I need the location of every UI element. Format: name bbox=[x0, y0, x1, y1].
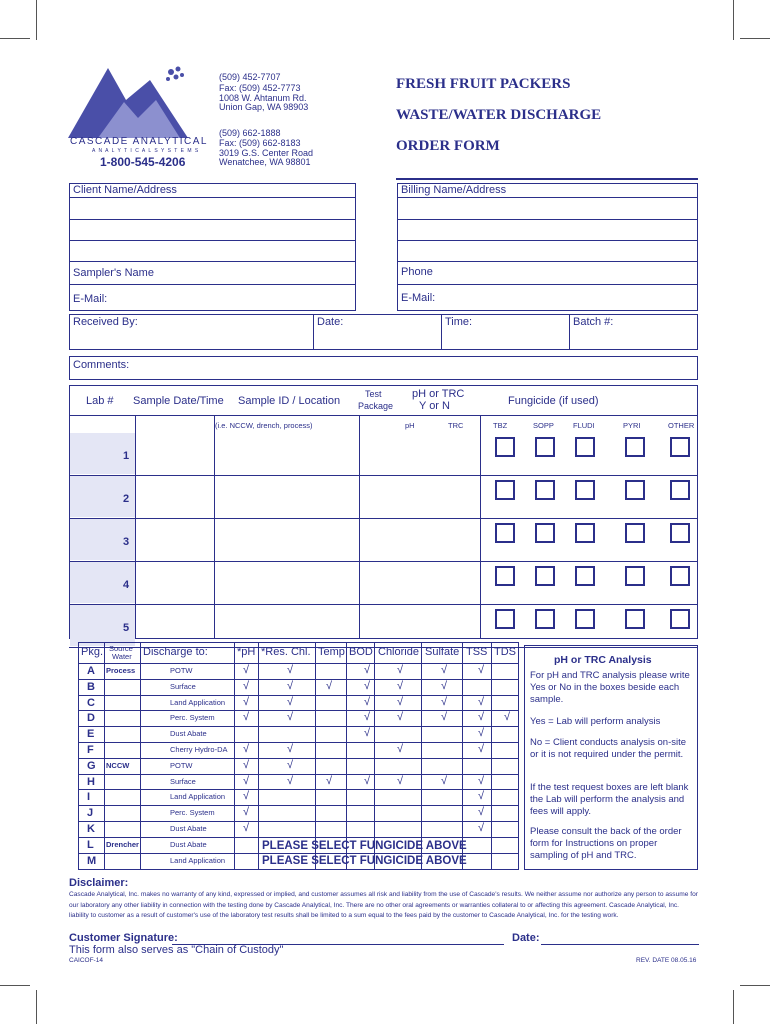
fungicide-checkbox[interactable] bbox=[670, 480, 690, 500]
fungicide-col-sopp: SOPP bbox=[533, 421, 554, 430]
col-res-chl: *Res. Chl. bbox=[261, 646, 311, 658]
pkg-letter: G bbox=[87, 759, 96, 772]
pkg-discharge: Cherry Hydro-DA bbox=[170, 745, 228, 754]
pkg-discharge: Surface bbox=[170, 776, 196, 786]
fungicide-checkbox[interactable] bbox=[535, 437, 555, 457]
col-ph: pH bbox=[405, 421, 415, 430]
lab-number: 1 bbox=[123, 450, 130, 462]
test-check-mark: √ bbox=[478, 774, 485, 787]
fungicide-checkbox[interactable] bbox=[575, 609, 595, 629]
test-check-mark: √ bbox=[441, 695, 448, 708]
cascade-logo bbox=[68, 60, 208, 138]
test-check-mark: √ bbox=[364, 727, 371, 740]
revision-date: REV. DATE 08.05.16 bbox=[636, 957, 697, 964]
pkg-source: Drencher bbox=[106, 839, 139, 849]
test-check-mark: √ bbox=[243, 822, 250, 834]
test-check-mark: √ bbox=[397, 679, 404, 692]
col-ph-trc: pH or TRC bbox=[412, 388, 465, 400]
fungicide-checkbox[interactable] bbox=[670, 566, 690, 586]
client-line[interactable] bbox=[69, 240, 356, 241]
pkg-row-rule bbox=[78, 789, 519, 790]
logo-name: CASCADE ANALYTICAL bbox=[70, 136, 208, 147]
pkg-col-rule bbox=[421, 642, 422, 870]
divider bbox=[313, 314, 314, 350]
fungicide-checkbox[interactable] bbox=[575, 566, 595, 586]
test-check-mark: √ bbox=[397, 774, 404, 787]
pkg-letter: L bbox=[87, 838, 94, 851]
disclaimer-text: Cascade Analytical, Inc. makes no warranty of any kind, expressed or implied, and customer assumes all risk and liability from the use of Cascade's results. We neither assume nor authorize any person to assume for our laboratory any other liability in connection with the testing done by Cascade Analytical, Inc. There are no other oral agreements or warranties collateral to or affecting this agreement. Cascade Analytical, Inc. liability to customer as a result of customer's use of the laboratory test results shall be limited to a sum equal to the fees paid by the customer to Cascade Analytical, Inc. for the testing work. bbox=[69, 891, 698, 919]
test-check-mark: √ bbox=[397, 743, 404, 755]
pkg-source: NCCW bbox=[106, 760, 130, 770]
select-fungicide-note: PLEASE SELECT FUNGICIDE ABOVE bbox=[262, 840, 467, 852]
test-check-mark: √ bbox=[287, 695, 294, 708]
test-check-mark: √ bbox=[397, 711, 404, 724]
test-check-mark: √ bbox=[287, 758, 294, 771]
fungicide-checkbox[interactable] bbox=[575, 523, 595, 543]
crop-mark bbox=[36, 0, 37, 40]
pkg-col-rule bbox=[234, 642, 235, 870]
pkg-source: Process bbox=[106, 666, 136, 675]
title-rule bbox=[396, 178, 698, 180]
pkg-discharge: Surface bbox=[170, 681, 196, 691]
test-check-mark: √ bbox=[243, 758, 250, 771]
field-line bbox=[69, 197, 356, 198]
crop-mark bbox=[0, 985, 30, 986]
field-line bbox=[397, 284, 698, 285]
crop-mark bbox=[36, 990, 37, 1024]
row-rule bbox=[69, 518, 698, 519]
logo-subtitle: A N A L Y T I C A L S Y S T E M S bbox=[92, 148, 200, 154]
note-p2: Yes = Lab will perform analysis bbox=[530, 716, 661, 727]
col-source: Source bbox=[109, 644, 133, 653]
col-bod: BOD bbox=[349, 646, 373, 658]
crop-mark bbox=[740, 985, 770, 986]
client-block bbox=[69, 183, 356, 311]
test-check-mark: √ bbox=[287, 679, 294, 692]
pkg-letter: H bbox=[87, 775, 95, 788]
comments-label: Comments: bbox=[73, 359, 130, 371]
col-trc: TRC bbox=[448, 421, 464, 430]
test-check-mark: √ bbox=[441, 711, 448, 724]
fungicide-col-fludi: FLUDI bbox=[573, 421, 595, 430]
col-ph-pkg: *pH bbox=[237, 646, 256, 658]
fungicide-col-other: OTHER bbox=[668, 421, 695, 430]
test-check-mark: √ bbox=[478, 790, 485, 803]
pkg-discharge: POTW bbox=[170, 666, 193, 675]
fungicide-checkbox[interactable] bbox=[625, 523, 645, 543]
pkg-row-rule bbox=[78, 853, 519, 854]
lab-number: 4 bbox=[123, 579, 130, 591]
divider bbox=[214, 415, 215, 639]
pkg-row-rule bbox=[78, 663, 519, 664]
fungicide-checkbox[interactable] bbox=[575, 437, 595, 457]
pkg-col-rule bbox=[491, 642, 492, 870]
pkg-col-rule bbox=[258, 642, 259, 870]
form-code: CAICOF-14 bbox=[69, 957, 103, 964]
pkg-letter: E bbox=[87, 728, 95, 741]
col-test-package: Test bbox=[365, 389, 382, 399]
col-test-package-b: Package bbox=[358, 401, 394, 411]
crop-mark bbox=[733, 990, 734, 1024]
test-check-mark: √ bbox=[478, 806, 485, 819]
comments-field[interactable] bbox=[69, 356, 698, 380]
fungicide-checkbox[interactable] bbox=[495, 437, 515, 457]
select-fungicide-note: PLEASE SELECT FUNGICIDE ABOVE bbox=[262, 855, 467, 867]
form-title-1: FRESH FRUIT PACKERS bbox=[396, 76, 571, 92]
divider bbox=[135, 415, 136, 639]
pkg-row-rule bbox=[78, 758, 519, 759]
disclaimer-title: Disclaimer: bbox=[69, 877, 129, 889]
pkg-row-rule bbox=[78, 695, 519, 696]
sampler-label: Sampler's Name bbox=[73, 267, 154, 279]
pkg-discharge: Dust Abate bbox=[170, 824, 207, 833]
col-source-b: Water bbox=[112, 652, 132, 661]
sample-id-hint: (i.e. NCCW, drench, process) bbox=[215, 421, 313, 430]
row-rule bbox=[69, 475, 698, 476]
pkg-discharge: Dust Abate bbox=[170, 839, 207, 849]
fungicide-checkbox[interactable] bbox=[625, 609, 645, 629]
pkg-row-rule bbox=[78, 837, 519, 838]
received-by-label: Received By: bbox=[73, 316, 138, 328]
test-check-mark: √ bbox=[364, 679, 371, 692]
batch-label: Batch #: bbox=[573, 316, 614, 328]
test-check-mark: √ bbox=[478, 695, 485, 708]
fungicide-checkbox[interactable] bbox=[625, 566, 645, 586]
col-tss: TSS bbox=[466, 646, 488, 658]
phone-label: Phone bbox=[401, 266, 433, 278]
pkg-discharge: POTW bbox=[170, 760, 193, 770]
pkg-letter: J bbox=[87, 807, 94, 820]
test-check-mark: √ bbox=[287, 743, 294, 755]
test-check-mark: √ bbox=[397, 664, 404, 676]
billing-block bbox=[397, 183, 698, 311]
test-check-mark: √ bbox=[287, 664, 294, 676]
yakima-city: Union Gap, WA 98903 bbox=[219, 102, 309, 112]
test-check-mark: √ bbox=[243, 806, 250, 819]
pkg-col-rule bbox=[104, 642, 105, 870]
pkg-col-rule bbox=[346, 642, 347, 870]
pkg-row-rule bbox=[78, 726, 519, 727]
pkg-letter: I bbox=[87, 791, 91, 804]
signature-date-label: Date: bbox=[512, 932, 540, 944]
pkg-row-rule bbox=[78, 821, 519, 822]
test-check-mark: √ bbox=[478, 822, 485, 834]
test-check-mark: √ bbox=[243, 774, 250, 787]
toll-free-number: 1-800-545-4206 bbox=[100, 155, 186, 169]
pkg-col-rule bbox=[462, 642, 463, 870]
wenatchee-fax: Fax: (509) 662-8183 bbox=[219, 138, 301, 148]
lab-number: 5 bbox=[123, 622, 130, 634]
yakima-phone: (509) 452-7707 bbox=[219, 72, 281, 82]
test-check-mark: √ bbox=[243, 711, 250, 724]
pkg-col-rule bbox=[140, 642, 141, 870]
signature-label: Customer Signature: bbox=[69, 932, 178, 944]
pkg-discharge: Perc. System bbox=[170, 713, 215, 723]
fungicide-checkbox[interactable] bbox=[670, 523, 690, 543]
pkg-row-rule bbox=[78, 710, 519, 711]
pkg-letter: D bbox=[87, 712, 95, 725]
pkg-row-rule bbox=[78, 774, 519, 775]
col-sulfate: Sulfate bbox=[425, 646, 460, 658]
divider bbox=[441, 314, 442, 350]
fungicide-checkbox[interactable] bbox=[625, 437, 645, 457]
col-lab: Lab # bbox=[86, 395, 114, 407]
pkg-row-rule bbox=[78, 742, 519, 743]
fungicide-checkbox[interactable] bbox=[495, 480, 515, 500]
table-rule bbox=[69, 415, 698, 416]
wenatchee-city: Wenatchee, WA 98801 bbox=[219, 157, 311, 167]
test-check-mark: √ bbox=[364, 664, 371, 676]
billing-line[interactable] bbox=[397, 219, 698, 220]
row-rule bbox=[69, 561, 698, 562]
divider bbox=[569, 314, 570, 350]
test-check-mark: √ bbox=[478, 664, 485, 676]
fungicide-checkbox[interactable] bbox=[575, 480, 595, 500]
pkg-discharge: Land Application bbox=[170, 697, 226, 707]
pkg-discharge: Land Application bbox=[170, 792, 226, 802]
fungicide-col-tbz: TBZ bbox=[493, 421, 508, 430]
crop-mark bbox=[740, 38, 770, 39]
pkg-letter: A bbox=[87, 665, 95, 677]
billing-line[interactable] bbox=[397, 261, 698, 262]
client-line[interactable] bbox=[69, 261, 356, 262]
col-discharge: Discharge to: bbox=[143, 646, 208, 658]
yakima-fax: Fax: (509) 452-7773 bbox=[219, 83, 301, 93]
wenatchee-address: 3019 G.S. Center Road bbox=[219, 148, 314, 158]
divider bbox=[480, 415, 481, 639]
billing-label: Billing Name/Address bbox=[401, 184, 507, 196]
time-label: Time: bbox=[445, 316, 473, 328]
fungicide-checkbox[interactable] bbox=[495, 523, 515, 543]
chain-of-custody: This form also serves as "Chain of Custody" bbox=[69, 944, 284, 956]
test-check-mark: √ bbox=[243, 695, 250, 708]
billing-line[interactable] bbox=[397, 240, 698, 241]
divider bbox=[359, 415, 360, 639]
test-check-mark: √ bbox=[326, 774, 333, 787]
pkg-letter: K bbox=[87, 823, 95, 835]
test-check-mark: √ bbox=[243, 790, 250, 803]
test-check-mark: √ bbox=[243, 743, 250, 755]
test-check-mark: √ bbox=[478, 743, 485, 755]
pkg-col-rule bbox=[315, 642, 316, 870]
col-pkg: Pkg. bbox=[81, 646, 104, 658]
note-p4: If the test request boxes are left blank the Lab will perform the analysis and fees will apply. bbox=[530, 782, 689, 817]
col-sample-date: Sample Date/Time bbox=[133, 395, 224, 407]
test-check-mark: √ bbox=[397, 695, 404, 708]
test-check-mark: √ bbox=[243, 664, 250, 676]
note-p1: For pH and TRC analysis please write Yes or No in the boxes beside each sample. bbox=[530, 670, 690, 705]
test-check-mark: √ bbox=[287, 711, 294, 724]
col-tds: TDS bbox=[494, 646, 516, 658]
email-label-left: E-Mail: bbox=[73, 293, 108, 305]
fungicide-checkbox[interactable] bbox=[625, 480, 645, 500]
yakima-address: 1008 W. Ahtanum Rd. bbox=[219, 93, 307, 103]
signature-date-line[interactable] bbox=[541, 944, 699, 945]
test-check-mark: √ bbox=[364, 695, 371, 708]
fungicide-checkbox[interactable] bbox=[495, 609, 515, 629]
pkg-discharge: Dust Abate bbox=[170, 729, 207, 739]
client-label: Client Name/Address bbox=[73, 184, 177, 196]
test-check-mark: √ bbox=[441, 664, 448, 676]
date-label: Date: bbox=[317, 316, 344, 328]
email-label-right: E-Mail: bbox=[401, 292, 436, 304]
fungicide-checkbox[interactable] bbox=[670, 437, 690, 457]
note-p5: Please consult the back of the order form for Instructions on proper sampling of pH and TRC. bbox=[530, 826, 682, 861]
pkg-row-rule bbox=[78, 679, 519, 680]
test-check-mark: √ bbox=[478, 727, 485, 740]
fungicide-checkbox[interactable] bbox=[535, 480, 555, 500]
test-check-mark: √ bbox=[478, 711, 485, 724]
field-line bbox=[397, 197, 698, 198]
test-check-mark: √ bbox=[364, 711, 371, 724]
pkg-col-rule bbox=[374, 642, 375, 870]
test-check-mark: √ bbox=[326, 679, 333, 692]
form-title-2: WASTE/WATER DISCHARGE bbox=[396, 107, 602, 123]
col-chloride: Chloride bbox=[378, 646, 419, 658]
row-rule bbox=[69, 604, 698, 605]
test-check-mark: √ bbox=[441, 774, 448, 787]
pkg-discharge: Perc. System bbox=[170, 808, 215, 818]
fungicide-checkbox[interactable] bbox=[535, 523, 555, 543]
lab-number: 2 bbox=[123, 493, 130, 505]
col-ph-trc-yn: Y or N bbox=[419, 400, 450, 412]
sample-table bbox=[69, 385, 698, 639]
field-line bbox=[69, 284, 356, 285]
fungicide-checkbox[interactable] bbox=[670, 609, 690, 629]
fungicide-checkbox[interactable] bbox=[535, 609, 555, 629]
package-table bbox=[78, 642, 519, 870]
test-check-mark: √ bbox=[287, 774, 294, 787]
test-check-mark: √ bbox=[364, 774, 371, 787]
col-fungicide: Fungicide (if used) bbox=[508, 395, 599, 407]
fungicide-checkbox[interactable] bbox=[495, 566, 515, 586]
pkg-discharge: Land Application bbox=[170, 855, 226, 865]
pkg-letter: F bbox=[87, 744, 94, 756]
wenatchee-phone: (509) 662-1888 bbox=[219, 128, 281, 138]
pkg-row-rule bbox=[78, 805, 519, 806]
form-title-3: ORDER FORM bbox=[396, 138, 500, 154]
fungicide-col-pyri: PYRI bbox=[623, 421, 641, 430]
fungicide-checkbox[interactable] bbox=[535, 566, 555, 586]
note-p3: No = Client conducts analysis on-site or it is not required under the permit. bbox=[530, 737, 687, 760]
crop-mark bbox=[733, 0, 734, 40]
col-temp: Temp bbox=[318, 646, 345, 658]
pkg-letter: B bbox=[87, 680, 95, 693]
col-sample-id: Sample ID / Location bbox=[238, 395, 341, 407]
test-check-mark: √ bbox=[243, 679, 250, 692]
client-line[interactable] bbox=[69, 219, 356, 220]
pkg-letter: C bbox=[87, 696, 95, 709]
note-title: pH or TRC Analysis bbox=[554, 654, 652, 666]
crop-mark bbox=[0, 38, 30, 39]
pkg-letter: M bbox=[87, 854, 97, 867]
lab-number: 3 bbox=[123, 536, 130, 548]
test-check-mark: √ bbox=[441, 679, 448, 692]
test-check-mark: √ bbox=[504, 711, 511, 724]
